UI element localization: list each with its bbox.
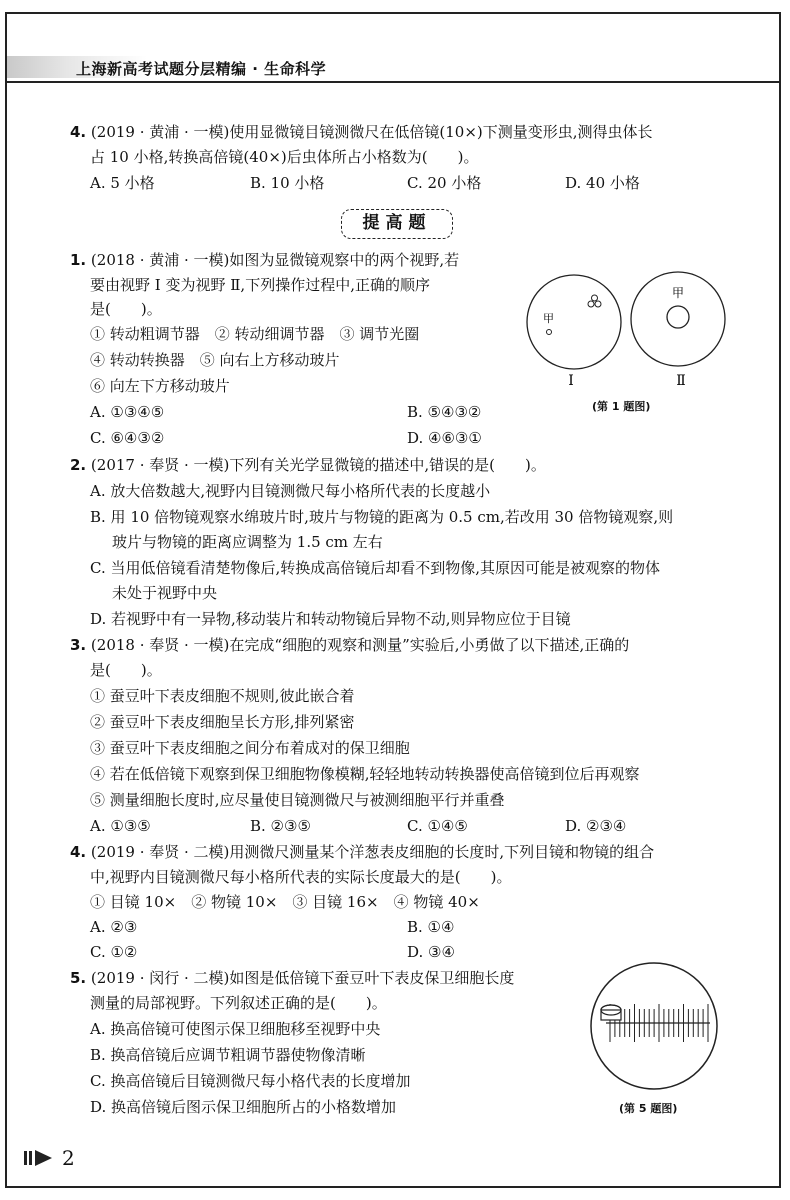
q3-statement-4: ④ 若在低倍镜下观察到保卫细胞物像模糊,轻轻地转动转换器使高倍镜到位后再观察 (90, 765, 640, 783)
micrometer-ticks (610, 1004, 708, 1042)
q2-option-a: A. 放大倍数越大,视野内目镜测微尺每小格所代表的长度越小 (90, 482, 491, 500)
q4b-number: 4. (70, 843, 87, 861)
q1-text: (2018 · 黄浦 · 一模)如图为显微镜观察中的两个视野,若 (90, 251, 460, 269)
field-one-label: 甲 (543, 312, 554, 325)
q1-line2: 要由视野 Ⅰ 变为视野 Ⅱ,下列操作过程中,正确的顺序 (90, 276, 430, 294)
q4a-option-c: C. 20 小格 (407, 174, 482, 192)
q4a-line2: 占 10 小格,转换高倍镜(40×)后虫体所占小格数为( )。 (90, 148, 479, 166)
enlarged-cell (667, 306, 689, 328)
q1-number: 1. (70, 251, 87, 269)
header-rule (7, 81, 779, 83)
q4b-items: ① 目镜 10× ② 物镜 10× ③ 目镜 16× ④ 物镜 40× (90, 893, 480, 911)
q5-option-a: A. 换高倍镜可使图示保卫细胞移至视野中央 (90, 1020, 381, 1038)
q4b-line2: 中,视野内目镜测微尺每小格所代表的实际长度最大的是( )。 (90, 868, 512, 886)
q2-text: (2017 · 奉贤 · 一模)下列有关光学显微镜的描述中,错误的是( )。 (90, 456, 546, 474)
header-title: 上海新高考试题分层精编 · 生命科学 (76, 60, 327, 78)
q1-line3: 是( )。 (90, 300, 162, 318)
q4a-line1 (70, 121, 653, 143)
q5-figure-caption: (第 5 题图) (619, 1102, 678, 1115)
q1-option-a: A. ①③④⑤ (90, 403, 165, 421)
section-title: 提高题 (341, 209, 453, 239)
q1-option-c: C. ⑥④③② (90, 429, 165, 447)
q1-option-b: B. ⑤④③② (407, 403, 482, 421)
q2-option-c-cont: 未处于视野中央 (112, 584, 218, 602)
q4b-option-a: A. ②③ (90, 918, 138, 936)
q1-step-2: ④ 转动转换器 ⑤ 向右上方移动玻片 (90, 351, 340, 369)
q5-option-c: C. 换高倍镜后目镜测微尺每小格代表的长度增加 (90, 1072, 411, 1090)
q2-line1 (70, 454, 546, 476)
q3-text: (2018 · 奉贤 · 一模)在完成“细胞的观察和测量”实验后,小勇做了以下描述,正确的 (90, 636, 630, 654)
target-cell (547, 330, 552, 335)
page-arrow-icon (24, 1148, 58, 1168)
q5-line1 (70, 967, 514, 989)
q3-number: 3. (70, 636, 87, 654)
q4b-line1 (70, 841, 654, 863)
q4a-number: 4. (70, 123, 87, 141)
q1-figure (520, 262, 730, 392)
q3-statement-2: ② 蚕豆叶下表皮细胞呈长方形,排列紧密 (90, 713, 355, 731)
q4b-option-b: B. ①④ (407, 918, 455, 936)
q2-option-d: D. 若视野中有一异物,移动装片和转动物镜后异物不动,则异物应位于目镜 (90, 610, 571, 628)
q1-line1 (70, 249, 459, 271)
q4a-option-b: B. 10 小格 (250, 174, 325, 192)
specimen-dot (592, 295, 598, 301)
q2-option-b: B. 用 10 倍物镜观察水绵玻片时,玻片与物镜的距离为 0.5 cm,若改用 30 倍物镜观察,则 (90, 508, 674, 526)
q4b-option-c: C. ①② (90, 943, 138, 961)
q2-option-c: C. 当用低倍镜看清楚物像后,转换成高倍镜后却看不到物像,其原因可能是被观察的物体 (90, 559, 661, 577)
q4b-text: (2019 · 奉贤 · 二模)用测微尺测量某个洋葱表皮细胞的长度时,下列目镜和物镜的组合 (90, 843, 655, 861)
q3-line2: 是( )。 (90, 661, 162, 679)
q5-text: (2019 · 闵行 · 二模)如图是低倍镜下蚕豆叶下表皮保卫细胞长度 (90, 969, 515, 987)
q1-figure-caption: (第 1 题图) (592, 400, 651, 413)
q3-option-a: A. ①③⑤ (90, 817, 151, 835)
q3-statement-5: ⑤ 测量细胞长度时,应尽量使目镜测微尺与被测细胞平行并重叠 (90, 791, 505, 809)
q5-number: 5. (70, 969, 87, 987)
q3-statement-1: ① 蚕豆叶下表皮细胞不规则,彼此嵌合着 (90, 687, 355, 705)
field-two-numeral: Ⅱ (676, 373, 686, 389)
specimen-dot (595, 301, 601, 307)
q5-option-d: D. 换高倍镜后图示保卫细胞所占的小格数增加 (90, 1098, 397, 1116)
field-one-numeral: Ⅰ (568, 373, 574, 389)
field-one-circle (527, 275, 621, 369)
page-number: 2 (62, 1146, 75, 1170)
q5-figure (580, 960, 730, 1092)
q1-step-1: ① 转动粗调节器 ② 转动细调节器 ③ 调节光圈 (90, 325, 420, 343)
field-two-label: 甲 (671, 286, 685, 300)
q4a-option-d: D. 40 小格 (565, 174, 640, 192)
q4a-text: (2019 · 黄浦 · 一模)使用显微镜目镜测微尺在低倍镜(10×)下测量变形虫,测得虫体长 (90, 123, 653, 141)
q5-line2: 测量的局部视野。下列叙述正确的是( )。 (90, 994, 387, 1012)
q3-option-c: C. ①④⑤ (407, 817, 468, 835)
q1-step-3: ⑥ 向左下方移动玻片 (90, 377, 230, 395)
q3-statement-3: ③ 蚕豆叶下表皮细胞之间分布着成对的保卫细胞 (90, 739, 410, 757)
q5-option-b: B. 换高倍镜后应调节粗调节器使物像清晰 (90, 1046, 366, 1064)
q4a-option-a: A. 5 小格 (90, 174, 155, 192)
q1-option-d: D. ④⑥③① (407, 429, 482, 447)
q3-option-d: D. ②③④ (565, 817, 627, 835)
q3-line1 (70, 634, 629, 656)
q2-option-b-cont: 玻片与物镜的距离应调整为 1.5 cm 左右 (112, 533, 383, 551)
q2-number: 2. (70, 456, 87, 474)
specimen-dot (588, 301, 594, 307)
q4b-option-d: D. ③④ (407, 943, 455, 961)
q3-option-b: B. ②③⑤ (250, 817, 311, 835)
